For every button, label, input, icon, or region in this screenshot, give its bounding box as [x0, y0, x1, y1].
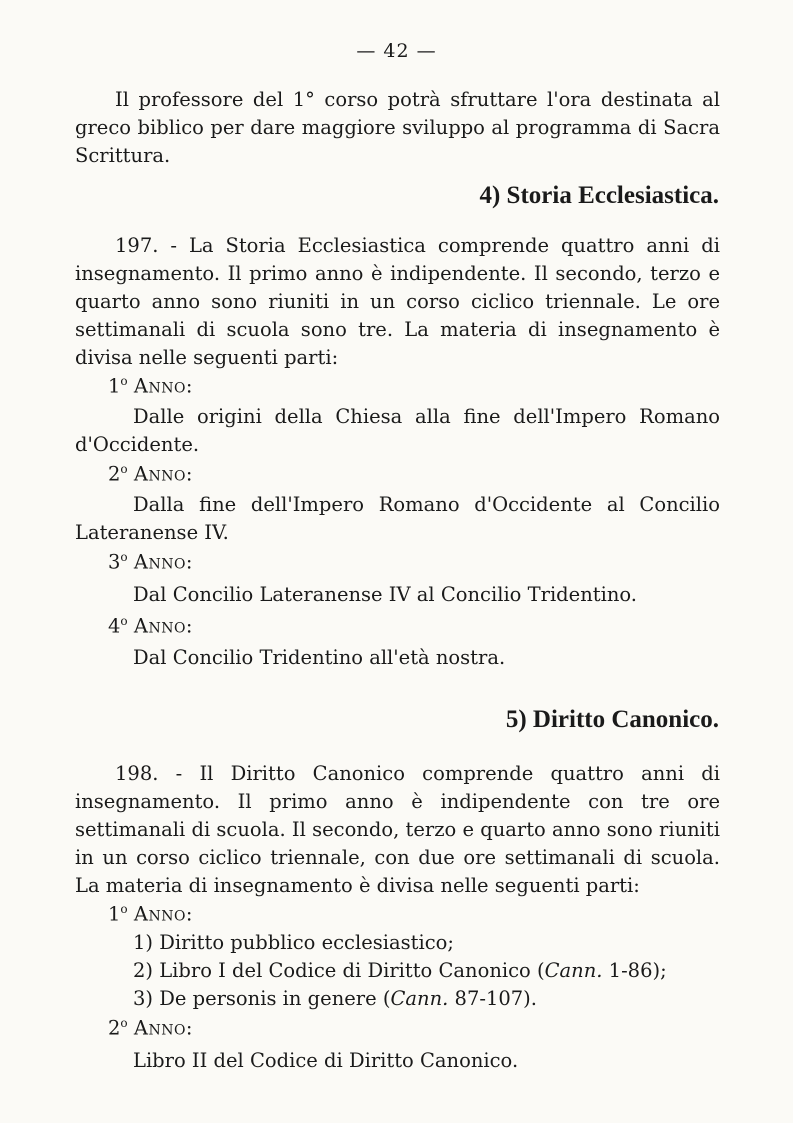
list-item: 1) Diritto pubblico ecclesiastico;: [133, 931, 454, 954]
year-heading: 3$^o$ Anno:: [108, 550, 193, 574]
year-content: Dalle origini della Chiesa alla fine dell'Impero Romano d'Occidente.: [75, 405, 720, 456]
list-item: 3) De personis in genere (Cann. 87-107).: [133, 987, 537, 1010]
year-content: Dal Concilio Tridentino all'età nostra.: [133, 646, 506, 669]
year-heading: 1$^o$ Anno:: [108, 374, 193, 398]
intro-paragraph: Il professore del 1° corso potrà sfruttare l'ora destinata al greco biblico per dare maggiore sviluppo al programma di Sacra Scrittura.: [75, 88, 720, 167]
section-heading-diritto-canonico: 5) Diritto Canonico.: [505, 706, 719, 733]
year-content: Dal Concilio Lateranense IV al Concilio Tridentino.: [133, 583, 637, 606]
paragraph-198: 198. - Il Diritto Canonico comprende quattro anni di insegnamento. Il primo anno è indipendente con tre ore settimanali di scuola. Il secondo, terzo e quarto anno sono riuniti in un corso ciclico triennale, con due ore settimanali di scuola. La materia di insegnamento è divisa nelle seguenti parti:: [75, 762, 720, 897]
year-heading: 1$^o$ Anno:: [108, 902, 193, 926]
year-heading: 2$^o$ Anno:: [108, 462, 193, 486]
year-content: Libro II del Codice di Diritto Canonico.: [133, 1049, 519, 1072]
year-heading: 4$^o$ Anno:: [108, 614, 193, 638]
section-heading-storia-ecclesiastica: 4) Storia Ecclesiastica.: [479, 182, 719, 209]
page-number: — 42 —: [356, 40, 437, 62]
year-heading: 2$^o$ Anno:: [108, 1016, 193, 1040]
list-item: 2) Libro I del Codice di Diritto Canonico (Cann. 1-86);: [133, 959, 667, 982]
year-content: Dalla fine dell'Impero Romano d'Occidente al Concilio Lateranense IV.: [75, 493, 720, 544]
paragraph-197: 197. - La Storia Ecclesiastica comprende quattro anni di insegnamento. Il primo anno è indipendente. Il secondo, terzo e quarto anno sono riuniti in un corso ciclico triennale. Le ore settimanali di scuola sono tre. La materia di insegnamento è divisa nelle seguenti parti:: [75, 234, 720, 369]
